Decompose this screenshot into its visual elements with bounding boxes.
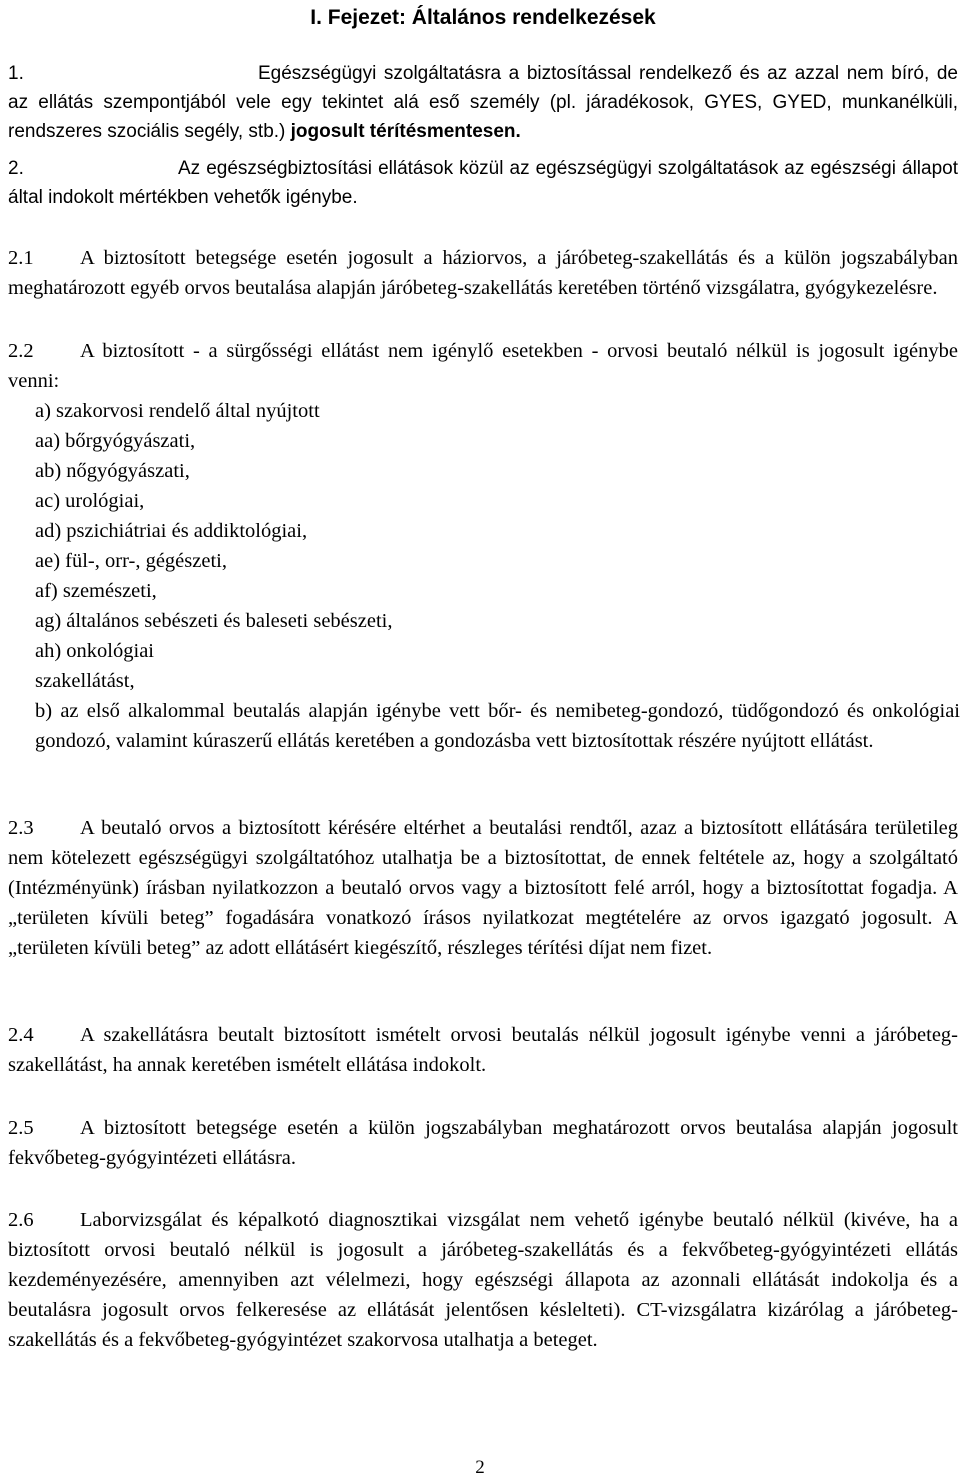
paragraph-2-3 [8,813,958,963]
list-item: szakellátást, [35,670,135,692]
paragraph-2-1-number: 2.1 [8,247,34,269]
list-item: ac) urológiai, [35,490,145,512]
paragraph-2-6-number: 2.6 [8,1209,34,1231]
paragraph-2-6-text: Laborvizsgálat és képalkotó diagnosztikai vizsgálat nem vehető igénybe beutaló nélkül (kivéve, ha a biztosított orvosi beutaló nélkül is jogosult a járóbeteg-szakellátás és a fekvőbeteg-gyógyintézeti ellátás kezdeményezésére, amennyiben azt vélelmezi, hogy egészségi állapota az azonnali ellátását indokolja és a beutalásra jogosult orvos felkeresése az ellátását jelentősen késlelteti). CT-vizsgálatra kizárólag a járóbeteg-szakellátás és a fekvőbeteg-gyógyintézet szakorvosa utalhatja a beteget. [8,1209,958,1351]
paragraph-2-4 [8,1020,958,1080]
paragraph-2-3-text: A beutaló orvos a biztosított kérésére eltérhet a beutalási rendtől, azaz a biztosított ellátására területileg nem kötelezett egészségügyi szolgáltatóhoz utalhatja be a biztosítottat, de ennek feltétele az, hogy a szolgáltató (Intézményünk) írásban nyilatkozzon a beutaló orvos vagy a biztosított felé arról, hogy a biztosítottat fogadja. A „területen kívüli beteg” fogadására vonatkozó írásos nyilatkozat megtételére az orvos igazgató jogosult. A „területen kívüli beteg” az adott ellátásért kiegészítő, részleges térítési díjat nem fizet. [8,817,958,959]
paragraph-2-4-number: 2.4 [8,1024,34,1046]
paragraph-2-text: Az egészségbiztosítási ellátások közül az egészségügyi szolgáltatások az egészségi állapot által indokolt mértékben vehetők igénybe. [8,158,958,208]
list-item-b: b) az első alkalommal beutalás alapján igénybe vett bőr- és nemibeteg-gondozó, tüdőgondozó és onkológiai gondozó, valamint kúraszerű ellátás keretében a gondozásba vett biztosítottak részére nyújtott ellátást. [35,700,960,752]
chapter-title: I. Fejezet: Általános rendelkezések [310,6,656,29]
list-item: ad) pszichiátriai és addiktológiai, [35,520,308,542]
paragraph-2-1 [8,243,958,303]
paragraph-1-text: Egészségügyi szolgáltatásra a biztosítással rendelkező és az azzal nem bíró, de az ellátás szempontjából vele egy tekintet alá eső személy (pl. járadékosok, GYES, GYED, munkanélküli, rendszeres szociális segély, stb.) [8,63,958,142]
paragraph-2-3-number: 2.3 [8,817,34,839]
paragraph-2-2-text: A biztosított - a sürgősségi ellátást nem igénylő esetekben - orvosi beutaló nélkül is jogosult igénybe venni: [8,340,958,392]
paragraph-2 [8,154,958,212]
paragraph-2-number: 2. [8,158,24,179]
list-item: a) szakorvosi rendelő által nyújtott [35,400,320,422]
paragraph-2-1-text: A biztosított betegsége esetén jogosult a háziorvos, a járóbeteg-szakellátás és a külön jogszabályban meghatározott egyéb orvos beutalása alapján járóbeteg-szakellátás keretében történő vizsgálatra, gyógykezelésre. [8,247,958,299]
paragraph-2-5-text: A biztosított betegsége esetén a külön jogszabályban meghatározott orvos beutalása alapján jogosult fekvőbeteg-gyógyintézeti ellátásra. [8,1117,958,1169]
paragraph-2-6 [8,1205,958,1355]
list-item: aa) bőrgyógyászati, [35,430,196,452]
paragraph-2-2-number: 2.2 [8,340,34,362]
paragraph-2-5-number: 2.5 [8,1117,34,1139]
list-item: af) szemészeti, [35,580,157,602]
service-list [35,396,960,756]
paragraph-1-number: 1. [8,63,24,84]
paragraph-2-5 [8,1113,958,1173]
list-item: ae) fül-, orr-, gégészeti, [35,550,227,572]
list-item: ab) nőgyógyászati, [35,460,190,482]
page-number: 2 [475,1457,485,1478]
list-item: ah) onkológiai [35,640,154,662]
paragraph-1 [8,59,958,146]
paragraph-1-bold-text: jogosult térítésmentesen. [285,121,521,142]
paragraph-2-4-text: A szakellátásra beutalt biztosított ismételt orvosi beutalás nélkül jogosult igénybe venni a járóbeteg-szakellátást, ha annak keretében ismételt ellátása indokolt. [8,1024,958,1076]
paragraph-2-2 [8,336,958,396]
list-item: ag) általános sebészeti és baleseti sebészeti, [35,610,393,632]
